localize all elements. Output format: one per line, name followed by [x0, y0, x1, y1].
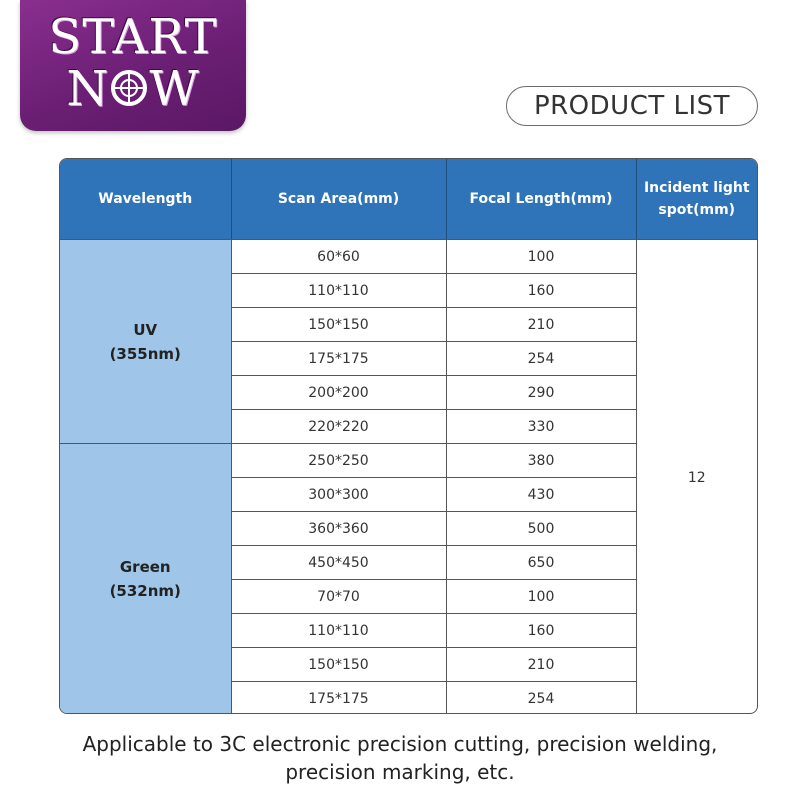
focal-length-cell: 100 [446, 580, 636, 614]
scan-area-cell: 175*175 [231, 682, 446, 715]
wavelength-nm: (355nm) [109, 344, 181, 363]
focal-length-cell: 380 [446, 444, 636, 478]
scan-area-cell: 220*220 [231, 410, 446, 444]
scan-area-cell: 110*110 [231, 614, 446, 648]
product-table [59, 158, 758, 714]
wavelength-cell-green [60, 444, 231, 715]
focal-length-cell: 650 [446, 546, 636, 580]
scan-area-cell: 200*200 [231, 376, 446, 410]
scan-area-cell: 300*300 [231, 478, 446, 512]
wavelength-name: UV [133, 320, 158, 339]
focal-length-cell: 254 [446, 342, 636, 376]
incident-spot-cell: 12 [687, 469, 706, 486]
crosshair-icon [109, 68, 149, 108]
scan-area-cell: 60*60 [231, 240, 446, 274]
logo-letter-n: N [66, 61, 110, 117]
focal-length-cell: 100 [446, 240, 636, 274]
logo-line-2 [20, 62, 246, 116]
table-row [60, 240, 757, 274]
focal-length-cell: 160 [446, 274, 636, 308]
header-scan-area: Scan Area(mm) [231, 159, 446, 240]
scan-area-cell: 110*110 [231, 274, 446, 308]
scan-area-cell: 250*250 [231, 444, 446, 478]
wavelength-nm: (532nm) [109, 582, 181, 601]
scan-area-cell: 450*450 [231, 546, 446, 580]
scan-area-cell: 70*70 [231, 580, 446, 614]
focal-length-cell: 160 [446, 614, 636, 648]
header-wavelength: Wavelength [60, 159, 231, 240]
focal-length-cell: 210 [446, 308, 636, 342]
focal-length-cell: 254 [446, 682, 636, 715]
product-list-badge: PRODUCT LIST [506, 86, 758, 126]
focal-length-cell: 430 [446, 478, 636, 512]
brand-logo [20, 0, 246, 131]
scan-area-cell: 175*175 [231, 342, 446, 376]
scan-area-cell: 150*150 [231, 308, 446, 342]
focal-length-cell: 290 [446, 376, 636, 410]
scan-area-cell: 360*360 [231, 512, 446, 546]
footer-note [0, 730, 800, 786]
focal-length-cell: 330 [446, 410, 636, 444]
header-incident-spot: Incident light spot(mm) [636, 159, 757, 240]
logo-line-1: START [48, 9, 218, 65]
footer-line-1: Applicable to 3C electronic precision cutting, precision welding, [82, 732, 718, 756]
table-header-row [60, 159, 757, 240]
logo-letter-w: W [149, 61, 200, 117]
scan-area-cell: 150*150 [231, 648, 446, 682]
focal-length-cell: 210 [446, 648, 636, 682]
focal-length-cell: 500 [446, 512, 636, 546]
footer-line-2: precision marking, etc. [285, 760, 515, 784]
header-focal-length: Focal Length(mm) [446, 159, 636, 240]
wavelength-name: Green [119, 558, 171, 577]
wavelength-cell-uv [60, 240, 231, 444]
